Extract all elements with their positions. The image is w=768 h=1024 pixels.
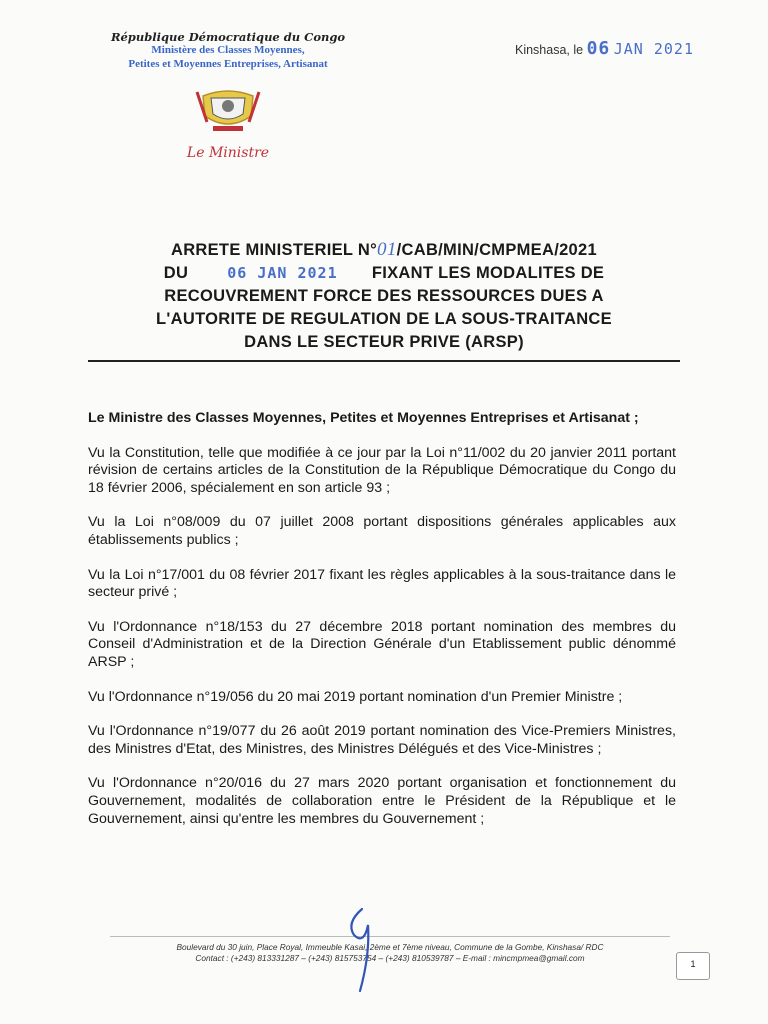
place-date xyxy=(515,38,694,59)
title-line4: L'AUTORITE DE REGULATION DE LA SOUS-TRAITANCE xyxy=(156,310,612,328)
footer-contact: Contact : (+243) 813331287 – (+243) 815753754 – (+243) 810539787 – E-mail : mincmpmea@gmail.com xyxy=(195,953,585,963)
title-divider xyxy=(88,360,680,362)
footer-address: Boulevard du 30 juin, Place Royal, Immeuble Kasai, 2ème et 7ème niveau, Commune de la Gombe, Kinshasa/ RDC xyxy=(176,942,604,952)
title-du: DU xyxy=(163,264,189,282)
date-stamp-day: 06 xyxy=(586,38,611,59)
letterhead-ministry-line1: Ministère des Classes Moyennes, xyxy=(151,44,305,56)
letterhead xyxy=(78,30,378,161)
place-prefix: Kinshasa, le xyxy=(514,43,584,57)
coat-of-arms-icon xyxy=(193,82,263,134)
date-stamp-month-year: JAN 2021 xyxy=(613,40,694,58)
preamble-paragraph: Vu la Loi n°17/001 du 08 février 2017 fixant les règles applicables à la sous-traitance dans le secteur privé ; xyxy=(88,566,676,601)
title-line3: RECOUVREMENT FORCE DES RESSOURCES DUES A xyxy=(164,287,604,305)
preamble-paragraph: Vu la Constitution, telle que modifiée à ce jour par la Loi n°11/002 du 20 janvier 2011 portant révision de certains articles de la Constitution de la République Démocratique du Congo du 18 février 2006, spécialement en son article 93 ; xyxy=(88,444,676,496)
title-part1: ARRETE MINISTERIEL N° xyxy=(170,241,378,259)
body-lead: Le Ministre des Classes Moyennes, Petites et Moyennes Entreprises et Artisanat ; xyxy=(88,410,639,426)
preamble-paragraph: Vu l'Ordonnance n°19/077 du 26 août 2019 portant nomination des Vice-Premiers Ministres, des Ministres d'Etat, des Ministres, des Ministres Délégués et des Vice-Ministres ; xyxy=(88,723,676,757)
preamble-paragraph: Vu l'Ordonnance n°19/056 du 20 mai 2019 portant nomination d'un Premier Ministre ; xyxy=(88,688,623,705)
decree-title xyxy=(84,238,684,354)
letterhead-signatory: Le Ministre xyxy=(186,144,270,161)
footer xyxy=(110,942,670,964)
decree-number: 01 xyxy=(377,239,397,260)
preamble-paragraph: Vu l'Ordonnance n°18/153 du 27 décembre 2018 portant nomination des membres du Conseil d'Administration et de la Direction Générale d'un Etablissement public dénommé ARSP ; xyxy=(88,618,676,670)
title-part3: FIXANT LES MODALITES DE xyxy=(371,264,605,282)
letterhead-ministry-line2: Petites et Moyennes Entreprises, Artisanat xyxy=(128,57,328,70)
preamble-paragraph: Vu la Loi n°08/009 du 07 juillet 2008 portant dispositions générales applicables aux établissements publics ; xyxy=(88,514,676,548)
title-line5: DANS LE SECTEUR PRIVE (ARSP) xyxy=(244,333,524,351)
title-date-stamp: 06 JAN 2021 xyxy=(227,264,338,282)
signature-mark-icon xyxy=(340,905,380,995)
footer-divider xyxy=(110,936,670,937)
preamble-paragraph: Vu l'Ordonnance n°20/016 du 27 mars 2020 portant organisation et fonctionnement du Gouvernement, modalités de collaboration entre le Président de la République et le Gouvernement, ainsi qu'entre les membres du Gouvernement ; xyxy=(88,775,676,827)
title-part2: /CAB/MIN/CMPMEA/2021 xyxy=(396,241,597,259)
page-number: 1 xyxy=(676,952,710,980)
decree-body xyxy=(88,410,676,845)
letterhead-country: République Démocratique du Congo xyxy=(110,30,346,44)
